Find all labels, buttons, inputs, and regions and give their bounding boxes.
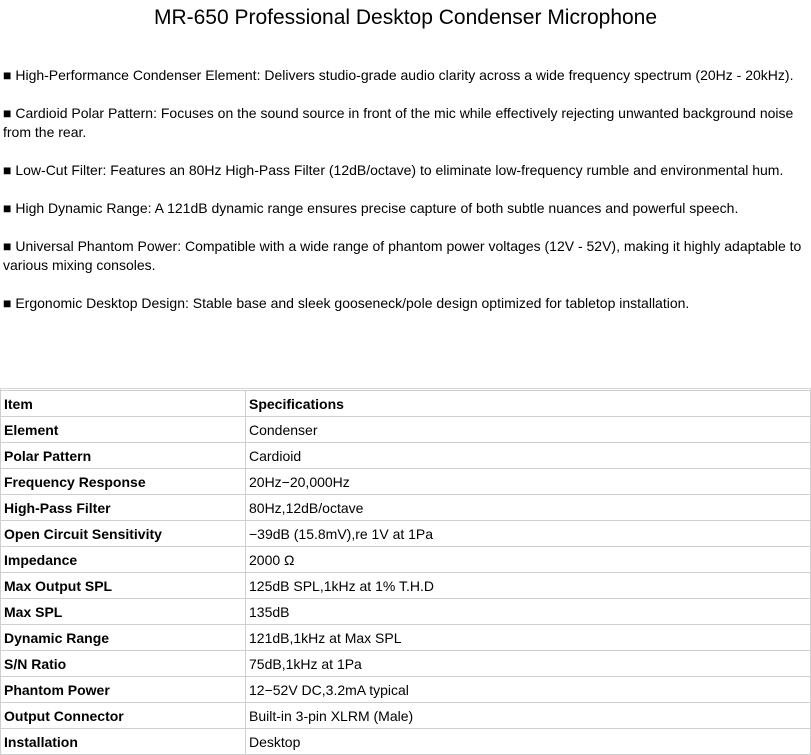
spec-value-cell: 80Hz,12dB/octave <box>246 495 811 521</box>
table-row <box>1 599 811 625</box>
table-row <box>1 469 811 495</box>
table-row <box>1 703 811 729</box>
table-header-specifications: Specifications <box>246 391 811 417</box>
table-header-item: Item <box>1 391 246 417</box>
table-header-row <box>1 391 811 417</box>
feature-item: ■ High Dynamic Range: A 121dB dynamic range ensures precise capture of both subtle nuances and powerful speech. <box>3 200 739 216</box>
table-row <box>1 495 811 521</box>
spec-item-cell: Open Circuit Sensitivity <box>1 521 246 547</box>
table-row <box>1 573 811 599</box>
spec-value-cell: 20Hz−20,000Hz <box>246 469 811 495</box>
table-row <box>1 417 811 443</box>
spec-value-cell: 125dB SPL,1kHz at 1% T.H.D <box>246 573 811 599</box>
spec-value-cell: Built-in 3-pin XLRM (Male) <box>246 703 811 729</box>
table-row <box>1 521 811 547</box>
spec-item-cell: Element <box>1 417 246 443</box>
table-row <box>1 625 811 651</box>
spec-item-cell: Dynamic Range <box>1 625 246 651</box>
table-row <box>1 547 811 573</box>
spec-value-cell: Desktop <box>246 729 811 755</box>
spec-value-cell: Cardioid <box>246 443 811 469</box>
spec-value-cell: 12−52V DC,3.2mA typical <box>246 677 811 703</box>
spec-item-cell: Frequency Response <box>1 469 246 495</box>
spec-value-cell: 2000 Ω <box>246 547 811 573</box>
spec-item-cell: Polar Pattern <box>1 443 246 469</box>
feature-item: ■ Ergonomic Desktop Design: Stable base and sleek gooseneck/pole design optimized for tabletop installation. <box>3 295 690 311</box>
spec-value-cell: −39dB (15.8mV),re 1V at 1Pa <box>246 521 811 547</box>
feature-item: ■ Cardioid Polar Pattern: Focuses on the sound source in front of the mic while effectively rejecting unwanted background noise from the rear. <box>3 105 794 140</box>
spec-item-cell: Output Connector <box>1 703 246 729</box>
table-row <box>1 677 811 703</box>
spec-item-cell: Max SPL <box>1 599 246 625</box>
table-row <box>1 651 811 677</box>
table-row <box>1 729 811 755</box>
spec-item-cell: S/N Ratio <box>1 651 246 677</box>
feature-item: ■ Universal Phantom Power: Compatible with a wide range of phantom power voltages (12V - 52V), making it highly adaptable to various mixing consoles. <box>3 238 802 273</box>
page-title: MR-650 Professional Desktop Condenser Microphone <box>153 6 658 29</box>
spec-value-cell: Condenser <box>246 417 811 443</box>
spec-item-cell: Installation <box>1 729 246 755</box>
spec-value-cell: 135dB <box>246 599 811 625</box>
spec-value-cell: 121dB,1kHz at Max SPL <box>246 625 811 651</box>
feature-item: ■ Low-Cut Filter: Features an 80Hz High-Pass Filter (12dB/octave) to eliminate low-frequency rumble and environmental hum. <box>3 162 784 178</box>
feature-list <box>3 66 803 332</box>
spec-value-cell: 75dB,1kHz at 1Pa <box>246 651 811 677</box>
spec-table <box>0 390 811 755</box>
spec-item-cell: Phantom Power <box>1 677 246 703</box>
feature-item: ■ High-Performance Condenser Element: Delivers studio-grade audio clarity across a wide frequency spectrum (20Hz - 20kHz). <box>3 67 794 83</box>
table-row <box>1 443 811 469</box>
spec-item-cell: Max Output SPL <box>1 573 246 599</box>
spec-item-cell: High-Pass Filter <box>1 495 246 521</box>
spec-item-cell: Impedance <box>1 547 246 573</box>
